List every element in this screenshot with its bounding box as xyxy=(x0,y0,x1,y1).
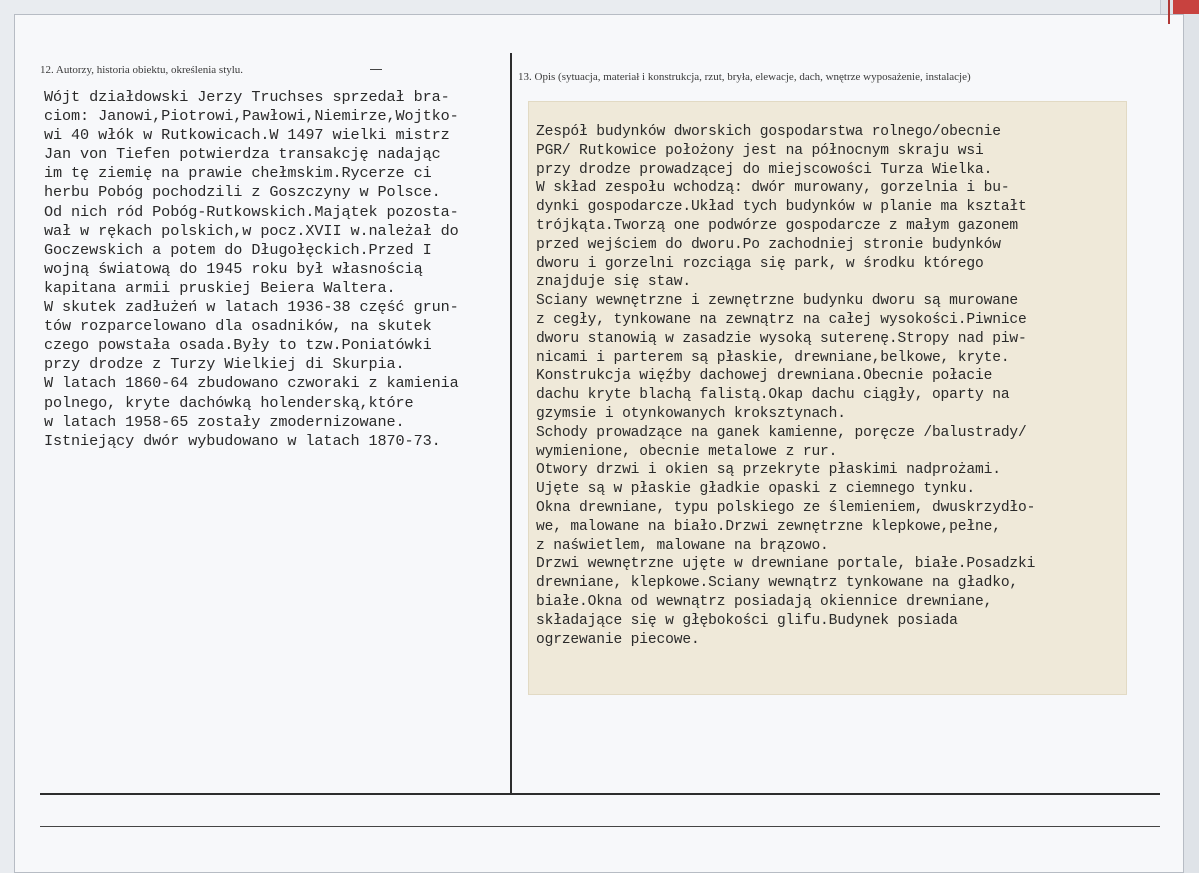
bottom-rule xyxy=(40,826,1160,827)
text-line: Ujęte są w płaskie gładkie opaski z ciemnego tynku. xyxy=(536,481,975,498)
text-line: czego powstała osada.Były to tzw.Poniatówki xyxy=(44,336,432,355)
text-line: W skład zespołu wchodzą: dwór murowany, gorzelnia i bu- xyxy=(536,180,1010,197)
text-line: drewniane, klepkowe.Sciany wewnątrz tynkowane na gładko, xyxy=(536,575,1019,592)
text-line: ogrzewanie piecowe. xyxy=(536,631,700,648)
text-line: dynki gospodarcze.Układ tych budynków w planie ma kształt xyxy=(536,199,1027,216)
red-corner-mark xyxy=(1173,0,1199,14)
section-12-heading: 12. Autorzy, historia obiektu, określenia stylu. xyxy=(40,64,244,76)
text-line: tów rozparcelowano dla osadników, na skutek xyxy=(44,317,432,336)
text-line: wał w rękach polskich,w pocz.XVII w.należał do xyxy=(44,221,459,240)
text-line: Wójt działdowski Jerzy Truchses sprzedał bra- xyxy=(44,88,450,106)
text-line: W skutek zadłużeń w latach 1936-38 część grun- xyxy=(44,298,459,317)
pasted-description-slip xyxy=(528,101,1127,695)
text-line: przy drodze z Turzy Wielkiej di Skurpia. xyxy=(44,355,405,374)
text-line: wojną światową do 1945 roku był własnością xyxy=(44,259,423,278)
text-line: Istniejący dwór wybudowano w latach 1870-73. xyxy=(44,431,441,450)
text-line: składające się w głębokości glifu.Budynek posiada xyxy=(536,612,958,629)
text-line: Sciany wewnętrzne i zewnętrzne budynku dworu są murowane xyxy=(536,293,1019,310)
section-bottom-divider xyxy=(40,793,1160,795)
text-line: znajduje się staw. xyxy=(536,274,691,291)
text-line: Schody prowadzące na ganek kamienne, poręcze /balustrady/ xyxy=(536,424,1027,441)
text-line: W latach 1860-64 zbudowano czworaki z kamienia xyxy=(44,374,459,393)
text-line: przy drodze prowadzącej do miejscowości Turza Wielka. xyxy=(536,161,993,178)
heading-tick-mark xyxy=(370,69,382,70)
text-line: ciom: Janowi,Piotrowi,Pawłowi,Niemirze,Wojtko- xyxy=(44,107,459,126)
text-line: kapitana armii pruskiej Beiera Waltera. xyxy=(44,278,396,297)
corner-fold-mark xyxy=(1168,0,1170,24)
history-text-block xyxy=(44,88,514,451)
text-line: herbu Pobóg pochodzili z Goszczyny w Polsce. xyxy=(44,183,441,202)
text-line: Drzwi wewnętrzne ujęte w drewniane portale, białe.Posadzki xyxy=(536,556,1036,573)
text-line: PGR/ Rutkowice położony jest na północnym skraju wsi xyxy=(536,142,984,159)
text-line: im tę ziemię na prawie chełmskim.Rycerze ci xyxy=(44,164,432,183)
text-line: dworu stanowią w zasadzie wysoką suterenę.Stropy nad piw- xyxy=(536,330,1027,347)
text-line: przed wejściem do dworu.Po zachodniej stronie budynków xyxy=(536,236,1001,253)
text-line: gzymsie i otynkowanych kroksztynach. xyxy=(536,405,846,422)
text-line: Zespół budynków dworskich gospodarstwa rolnego/obecnie xyxy=(536,124,1001,140)
text-line: Konstrukcja więźby dachowej drewniana.Obecnie połacie xyxy=(536,368,993,385)
text-line: polnego, kryte dachówką holenderską,które xyxy=(44,393,414,412)
text-line: z cegły, tynkowane na zewnątrz na całej wysokości.Piwnice xyxy=(536,311,1027,328)
text-line: białe.Okna od wewnątrz posiadają okiennice drewniane, xyxy=(536,593,993,610)
text-line: w latach 1958-65 zostały zmodernizowane. xyxy=(44,412,405,431)
section-13-heading: 13. Opis (sytuacja, materiał i konstrukcja, rzut, bryła, elewacje, dach, wnętrze wyposażenie, instalacje) xyxy=(518,71,971,83)
text-line: Otwory drzwi i okien są przekryte płaskimi nadprożami. xyxy=(536,462,1001,479)
text-line: we, malowane na biało.Drzwi zewnętrzne klepkowe,pełne, xyxy=(536,518,1001,535)
text-line: Jan von Tiefen potwierdza transakcję nadając xyxy=(44,145,441,164)
description-text-block xyxy=(536,123,1126,649)
text-line: Od nich ród Pobóg-Rutkowskich.Majątek pozosta- xyxy=(44,202,459,221)
text-line: nicami i parterem są płaskie, drewniane,belkowe, kryte. xyxy=(536,349,1010,366)
text-line: z naświetlem, malowane na brązowo. xyxy=(536,537,829,554)
text-line: Okna drewniane, typu polskiego ze ślemieniem, dwuskrzydło- xyxy=(536,499,1036,516)
text-line: wi 40 włók w Rutkowicach.W 1497 wielki mistrz xyxy=(44,126,450,145)
text-line: dachu kryte blachą falistą.Okap dachu ciągły, oparty na xyxy=(536,387,1010,404)
text-line: trójkąta.Tworzą one podwórze gospodarcze z małym gazonem xyxy=(536,217,1019,234)
text-line: wymienione, obecnie metalowe z rur. xyxy=(536,443,838,460)
text-line: dworu i gorzelni rozciąga się park, w środku którego xyxy=(536,255,984,272)
text-line: Goczewskich a potem do Długołęckich.Przed I xyxy=(44,240,432,259)
